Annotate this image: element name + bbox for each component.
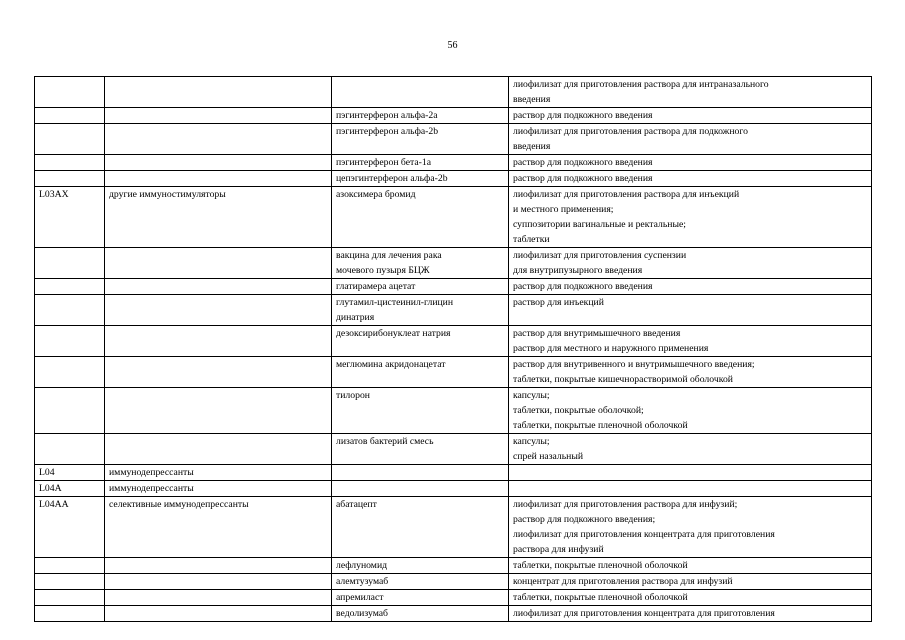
atc-code-cell [35,248,105,279]
group-name-cell [105,108,332,124]
drug-name-cell: пэгинтерферон бета-1a [332,155,509,171]
group-name-cell [105,295,332,326]
dosage-form-cell: лиофилизат для приготовления раствора для инфузий; раствор для подкожного введения; лиофилизат для приготовления концентрата для приготовления раствора для инфузий [509,497,872,558]
group-name-cell [105,77,332,108]
drug-name-cell [332,465,509,481]
group-name-cell [105,279,332,295]
table-row [35,481,872,497]
table-row [35,187,872,248]
dosage-form-cell: раствор для подкожного введения [509,108,872,124]
drug-name-cell: абатацепт [332,497,509,558]
drug-name-cell: лизатов бактерий смесь [332,434,509,465]
atc-code-cell [35,574,105,590]
table-row [35,326,872,357]
atc-code-cell [35,155,105,171]
table-row [35,497,872,558]
atc-code-cell: L04A [35,481,105,497]
table-row [35,295,872,326]
dosage-form-cell: таблетки, покрытые пленочной оболочкой [509,590,872,606]
atc-code-cell [35,357,105,388]
table-row [35,77,872,108]
drug-name-cell: дезоксирибонуклеат натрия [332,326,509,357]
drug-name-cell: азоксимера бромид [332,187,509,248]
drug-table-body [35,77,872,622]
dosage-form-cell: лиофилизат для приготовления концентрата для приготовления [509,606,872,622]
dosage-form-cell: лиофилизат для приготовления раствора для подкожного введения [509,124,872,155]
dosage-form-cell: раствор для подкожного введения [509,155,872,171]
group-name-cell [105,558,332,574]
atc-code-cell [35,434,105,465]
group-name-cell: иммунодепрессанты [105,481,332,497]
table-row [35,558,872,574]
drug-name-cell: алемтузумаб [332,574,509,590]
dosage-form-cell: раствор для инъекций [509,295,872,326]
dosage-form-cell [509,465,872,481]
drug-name-cell: тилорон [332,388,509,434]
drug-name-cell [332,77,509,108]
group-name-cell [105,574,332,590]
group-name-cell [105,171,332,187]
dosage-form-cell [509,481,872,497]
group-name-cell [105,124,332,155]
drug-name-cell: пэгинтерферон альфа-2a [332,108,509,124]
dosage-form-cell: раствор для внутривенного и внутримышечного введения; таблетки, покрытые кишечнорастворимой оболочкой [509,357,872,388]
drug-name-cell: лефлуномид [332,558,509,574]
group-name-cell [105,590,332,606]
drug-name-cell: меглюмина акридонацетат [332,357,509,388]
table-row [35,171,872,187]
drug-name-cell: цепэгинтерферон альфа-2b [332,171,509,187]
table-row [35,248,872,279]
atc-code-cell [35,590,105,606]
group-name-cell [105,155,332,171]
drug-name-cell: пэгинтерферон альфа-2b [332,124,509,155]
table-row [35,279,872,295]
atc-code-cell: L03AX [35,187,105,248]
dosage-form-cell: лиофилизат для приготовления раствора для инъекций и местного применения; суппозитории вагинальные и ректальные; таблетки [509,187,872,248]
drug-name-cell: глутамил-цистеинил-глицин динатрия [332,295,509,326]
table-row [35,108,872,124]
dosage-form-cell: раствор для внутримышечного введения раствор для местного и наружного применения [509,326,872,357]
dosage-form-cell: раствор для подкожного введения [509,171,872,187]
atc-code-cell [35,171,105,187]
table-row [35,434,872,465]
page-number: 56 [447,40,458,51]
group-name-cell [105,326,332,357]
dosage-form-cell: таблетки, покрытые пленочной оболочкой [509,558,872,574]
atc-code-cell [35,606,105,622]
group-name-cell: селективные иммунодепрессанты [105,497,332,558]
drug-name-cell: ведолизумаб [332,606,509,622]
dosage-form-cell: капсулы; спрей назальный [509,434,872,465]
atc-code-cell [35,326,105,357]
atc-code-cell: L04 [35,465,105,481]
atc-code-cell: L04AA [35,497,105,558]
dosage-form-cell: лиофилизат для приготовления раствора для интраназального введения [509,77,872,108]
atc-code-cell [35,295,105,326]
dosage-form-cell: лиофилизат для приготовления суспензии для внутрипузырного введения [509,248,872,279]
group-name-cell [105,606,332,622]
table-row [35,606,872,622]
dosage-form-cell: капсулы; таблетки, покрытые оболочкой; таблетки, покрытые пленочной оболочкой [509,388,872,434]
group-name-cell [105,434,332,465]
table-row [35,155,872,171]
drug-name-cell: апремиласт [332,590,509,606]
group-name-cell [105,357,332,388]
table-row [35,388,872,434]
drug-name-cell [332,481,509,497]
group-name-cell: другие иммуностимуляторы [105,187,332,248]
drug-name-cell: глатирамера ацетат [332,279,509,295]
atc-code-cell [35,388,105,434]
atc-code-cell [35,77,105,108]
atc-code-cell [35,108,105,124]
table-row [35,357,872,388]
atc-code-cell [35,124,105,155]
table-row [35,590,872,606]
dosage-form-cell: концентрат для приготовления раствора для инфузий [509,574,872,590]
dosage-form-cell: раствор для подкожного введения [509,279,872,295]
group-name-cell: иммунодепрессанты [105,465,332,481]
drug-table [34,76,872,622]
table-row [35,465,872,481]
atc-code-cell [35,279,105,295]
table-row [35,124,872,155]
table-row [35,574,872,590]
group-name-cell [105,248,332,279]
atc-code-cell [35,558,105,574]
drug-name-cell: вакцина для лечения рака мочевого пузыря БЦЖ [332,248,509,279]
group-name-cell [105,388,332,434]
